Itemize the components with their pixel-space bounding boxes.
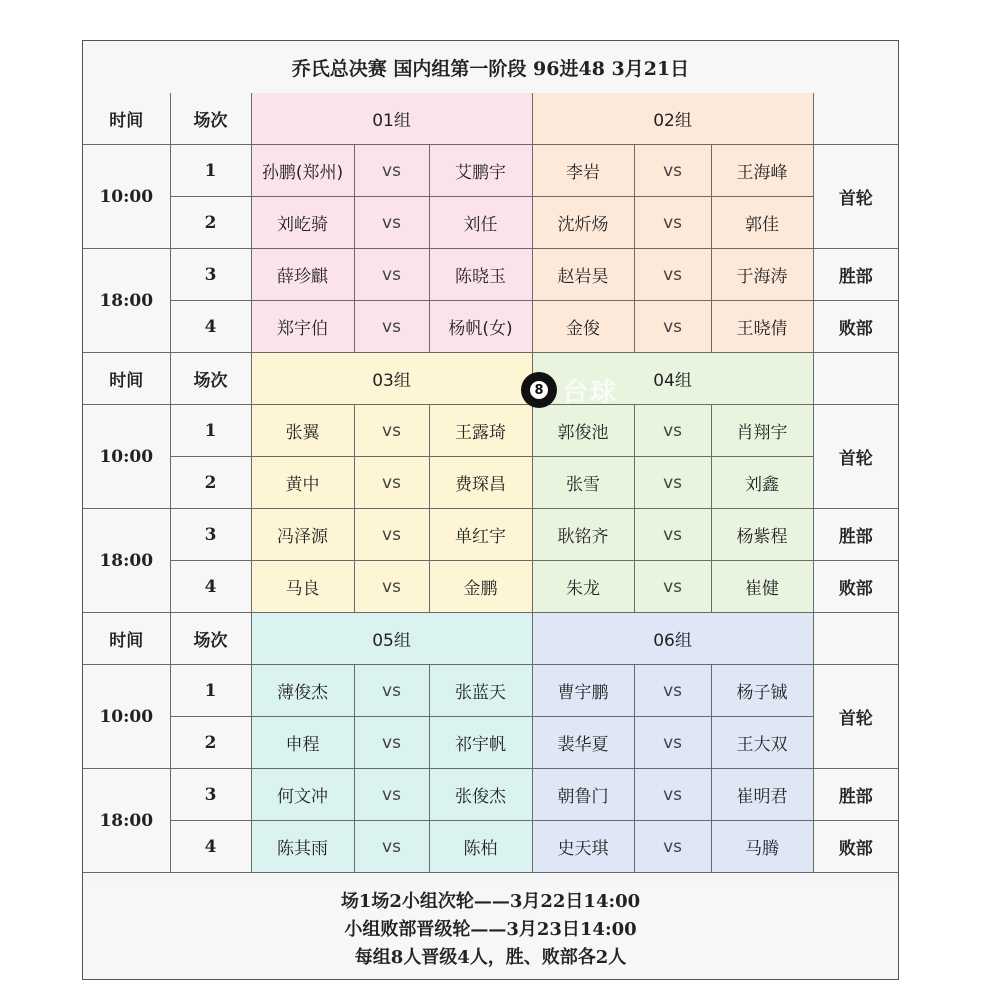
round-label: 胜部 (813, 769, 898, 821)
player-name: 曹宇鹏 (532, 665, 634, 717)
player-name: 艾鹏宇 (429, 145, 532, 197)
match-number: 3 (170, 509, 251, 561)
match-number: 2 (170, 717, 251, 769)
player-name: 杨子铖 (711, 665, 813, 717)
round-label: 首轮 (813, 405, 898, 509)
vs-label: vs (634, 145, 711, 197)
time-slot: 10:00 (83, 665, 170, 769)
round-label: 胜部 (813, 509, 898, 561)
vs-label: vs (354, 665, 429, 717)
player-name: 陈晓玉 (429, 249, 532, 301)
note-line: 场1场2小组次轮——3月22日14:00 (340, 891, 641, 912)
player-name: 裴华夏 (532, 717, 634, 769)
vs-label: vs (354, 509, 429, 561)
blank-cell (813, 613, 898, 665)
vs-label: vs (354, 457, 429, 509)
time-header: 时间 (83, 353, 170, 405)
vs-label: vs (354, 145, 429, 197)
match-number: 2 (170, 457, 251, 509)
time-header: 时间 (83, 93, 170, 145)
match-row (83, 769, 898, 821)
player-name: 何文冲 (251, 769, 354, 821)
match-row (83, 405, 898, 457)
vs-label: vs (354, 197, 429, 249)
player-name: 朱龙 (532, 561, 634, 613)
player-name: 李岩 (532, 145, 634, 197)
player-name: 杨紫程 (711, 509, 813, 561)
player-name: 黄中 (251, 457, 354, 509)
vs-label: vs (634, 665, 711, 717)
time-slot: 18:00 (83, 509, 170, 613)
time-slot: 10:00 (83, 405, 170, 509)
player-name: 费琛昌 (429, 457, 532, 509)
vs-label: vs (634, 405, 711, 457)
player-name: 王晓倩 (711, 301, 813, 353)
match-header: 场次 (170, 353, 251, 405)
group-label: 02组 (532, 93, 813, 145)
match-header: 场次 (170, 613, 251, 665)
blank-cell (813, 93, 898, 145)
match-row (83, 821, 898, 873)
watermark-text: 台球 (562, 378, 619, 408)
match-number: 1 (170, 405, 251, 457)
player-name: 薛珍麒 (251, 249, 354, 301)
vs-label: vs (354, 561, 429, 613)
player-name: 薄俊杰 (251, 665, 354, 717)
match-number: 4 (170, 821, 251, 873)
vs-label: vs (354, 301, 429, 353)
vs-label: vs (354, 249, 429, 301)
player-name: 朝鲁门 (532, 769, 634, 821)
round-label: 败部 (813, 821, 898, 873)
page-title: 乔氏总决赛 国内组第一阶段 96进48 3月21日 (83, 41, 898, 94)
player-name: 张蓝天 (429, 665, 532, 717)
vs-label: vs (634, 561, 711, 613)
vs-label: vs (634, 249, 711, 301)
note-line: 小组败部晋级轮——3月23日14:00 (344, 919, 637, 940)
schedule-sheet (82, 40, 899, 980)
time-header: 时间 (83, 613, 170, 665)
player-name: 肖翔宇 (711, 405, 813, 457)
match-row (83, 509, 898, 561)
round-label: 败部 (813, 301, 898, 353)
match-number: 4 (170, 301, 251, 353)
player-name: 王露琦 (429, 405, 532, 457)
schedule-table (83, 93, 898, 873)
match-number: 2 (170, 197, 251, 249)
round-label: 首轮 (813, 665, 898, 769)
match-row (83, 717, 898, 769)
player-name: 刘任 (429, 197, 532, 249)
match-row (83, 665, 898, 717)
vs-label: vs (354, 821, 429, 873)
player-name: 张翼 (251, 405, 354, 457)
vs-label: vs (634, 197, 711, 249)
time-slot: 18:00 (83, 249, 170, 353)
player-name: 张雪 (532, 457, 634, 509)
match-row (83, 197, 898, 249)
vs-label: vs (634, 821, 711, 873)
player-name: 王海峰 (711, 145, 813, 197)
match-number: 1 (170, 145, 251, 197)
player-name: 沈炘炀 (532, 197, 634, 249)
player-name: 耿铭齐 (532, 509, 634, 561)
match-row (83, 561, 898, 613)
player-name: 史天琪 (532, 821, 634, 873)
match-header: 场次 (170, 93, 251, 145)
match-number: 1 (170, 665, 251, 717)
match-row (83, 145, 898, 197)
group-label: 04组 (532, 353, 813, 405)
player-name: 陈柏 (429, 821, 532, 873)
player-name: 刘屹骑 (251, 197, 354, 249)
round-label: 胜部 (813, 249, 898, 301)
group-label: 05组 (251, 613, 532, 665)
player-name: 于海涛 (711, 249, 813, 301)
player-name: 单红宇 (429, 509, 532, 561)
player-name: 刘鑫 (711, 457, 813, 509)
match-row (83, 457, 898, 509)
player-name: 祁宇帆 (429, 717, 532, 769)
vs-label: vs (634, 717, 711, 769)
group-header-row (83, 353, 898, 405)
match-row (83, 301, 898, 353)
player-name: 杨帆(女) (429, 301, 532, 353)
match-number: 3 (170, 249, 251, 301)
player-name: 陈其雨 (251, 821, 354, 873)
blank-cell (813, 353, 898, 405)
group-header-row (83, 613, 898, 665)
group-header-row (83, 93, 898, 145)
match-number: 4 (170, 561, 251, 613)
vs-label: vs (634, 457, 711, 509)
vs-label: vs (634, 769, 711, 821)
player-name: 金俊 (532, 301, 634, 353)
player-name: 孙鹏(郑州) (251, 145, 354, 197)
player-name: 马良 (251, 561, 354, 613)
vs-label: vs (634, 509, 711, 561)
vs-label: vs (634, 301, 711, 353)
vs-label: vs (354, 405, 429, 457)
player-name: 崔明君 (711, 769, 813, 821)
player-name: 崔健 (711, 561, 813, 613)
player-name: 申程 (251, 717, 354, 769)
group-label: 01组 (251, 93, 532, 145)
player-name: 赵岩昊 (532, 249, 634, 301)
note-line: 每组8人晋级4人，胜、败部各2人 (354, 947, 627, 968)
time-slot: 10:00 (83, 145, 170, 249)
player-name: 金鹏 (429, 561, 532, 613)
player-name: 郑宇伯 (251, 301, 354, 353)
time-slot: 18:00 (83, 769, 170, 873)
round-label: 首轮 (813, 145, 898, 249)
vs-label: vs (354, 717, 429, 769)
schedule-notes (83, 881, 898, 979)
player-name: 冯泽源 (251, 509, 354, 561)
billiard-ball-icon: 8 (521, 372, 557, 408)
group-label: 06组 (532, 613, 813, 665)
vs-label: vs (354, 769, 429, 821)
player-name: 郭俊池 (532, 405, 634, 457)
match-number: 3 (170, 769, 251, 821)
player-name: 马腾 (711, 821, 813, 873)
match-row (83, 249, 898, 301)
group-label: 03组 (251, 353, 532, 405)
player-name: 郭佳 (711, 197, 813, 249)
player-name: 张俊杰 (429, 769, 532, 821)
player-name: 王大双 (711, 717, 813, 769)
round-label: 败部 (813, 561, 898, 613)
